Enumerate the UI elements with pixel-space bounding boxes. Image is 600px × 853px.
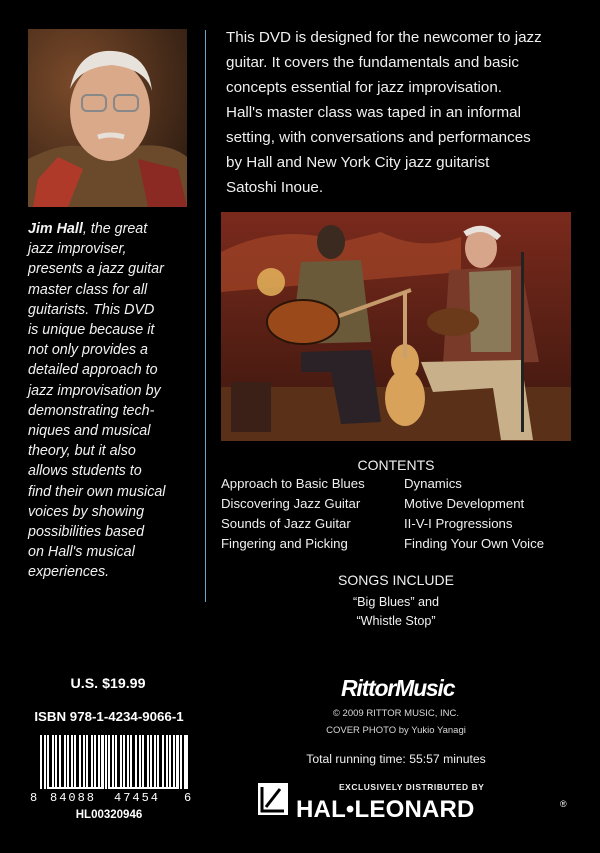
distributor-label: EXCLUSIVELY DISTRIBUTED BY — [339, 782, 485, 792]
portrait-photo — [28, 29, 187, 207]
running-time: Total running time: 55:57 minutes — [306, 752, 486, 766]
contents-item: II-V-I Progressions — [404, 516, 513, 531]
distributor-name: HAL•LEONARD — [296, 796, 475, 823]
performance-photo — [221, 212, 571, 441]
contents-item: Sounds of Jazz Guitar — [221, 516, 351, 531]
hal-leonard-logo-icon — [258, 783, 288, 815]
barcode — [30, 735, 192, 803]
description-blurb: Jim Hall, the great jazz improviser, presents a jazz guitar master class for all guitarists. This DVD is unique because it not only provides a detailed approach to jazz improvisation by demonstrating tech- niques and musical theory, but it also allows students to find their own musical voices by showing possibilities based on Hall's musical experiences. — [28, 221, 166, 581]
vertical-divider — [205, 30, 206, 602]
copyright-text: © 2009 RITTOR MUSIC, INC. — [332, 708, 460, 719]
song-line: “Big Blues” and — [352, 595, 440, 609]
barcode-digit: 6 — [184, 791, 192, 803]
contents-item: Motive Development — [404, 496, 525, 511]
registered-mark: ® — [560, 799, 567, 809]
barcode-digits: 47454 — [114, 791, 161, 803]
artist-name: Jim Hall — [28, 221, 83, 237]
contents-item: Dynamics — [404, 476, 462, 491]
contents-item: Fingering and Picking — [221, 536, 348, 551]
product-code: HL00320946 — [75, 809, 143, 821]
barcode-digits: 84088 — [50, 791, 97, 803]
contents-item: Approach to Basic Blues — [221, 476, 365, 491]
contents-heading: CONTENTS — [357, 457, 435, 473]
intro-paragraph: This DVD is designed for the newcomer to jazz guitar. It covers the fundamentals and basic concepts essential for jazz improvisation. Hall's master class was taped in an informal setting, with conversations and performances by Hall and New York City jazz guitarist Satoshi Inoue. — [226, 29, 542, 196]
songs-heading: SONGS INCLUDE — [338, 572, 454, 588]
photo-credit: COVER PHOTO by Yukio Yanagi — [326, 725, 466, 736]
contents-item: Discovering Jazz Guitar — [221, 496, 361, 511]
contents-item: Finding Your Own Voice — [404, 536, 545, 551]
barcode-digit: 8 — [30, 791, 38, 803]
song-line: “Whistle Stop” — [356, 614, 436, 628]
publisher-logo: RittorMusic — [341, 675, 455, 701]
price-label: U.S. $19.99 — [70, 676, 146, 692]
isbn-label: ISBN 978-1-4234-9066-1 — [34, 709, 184, 724]
